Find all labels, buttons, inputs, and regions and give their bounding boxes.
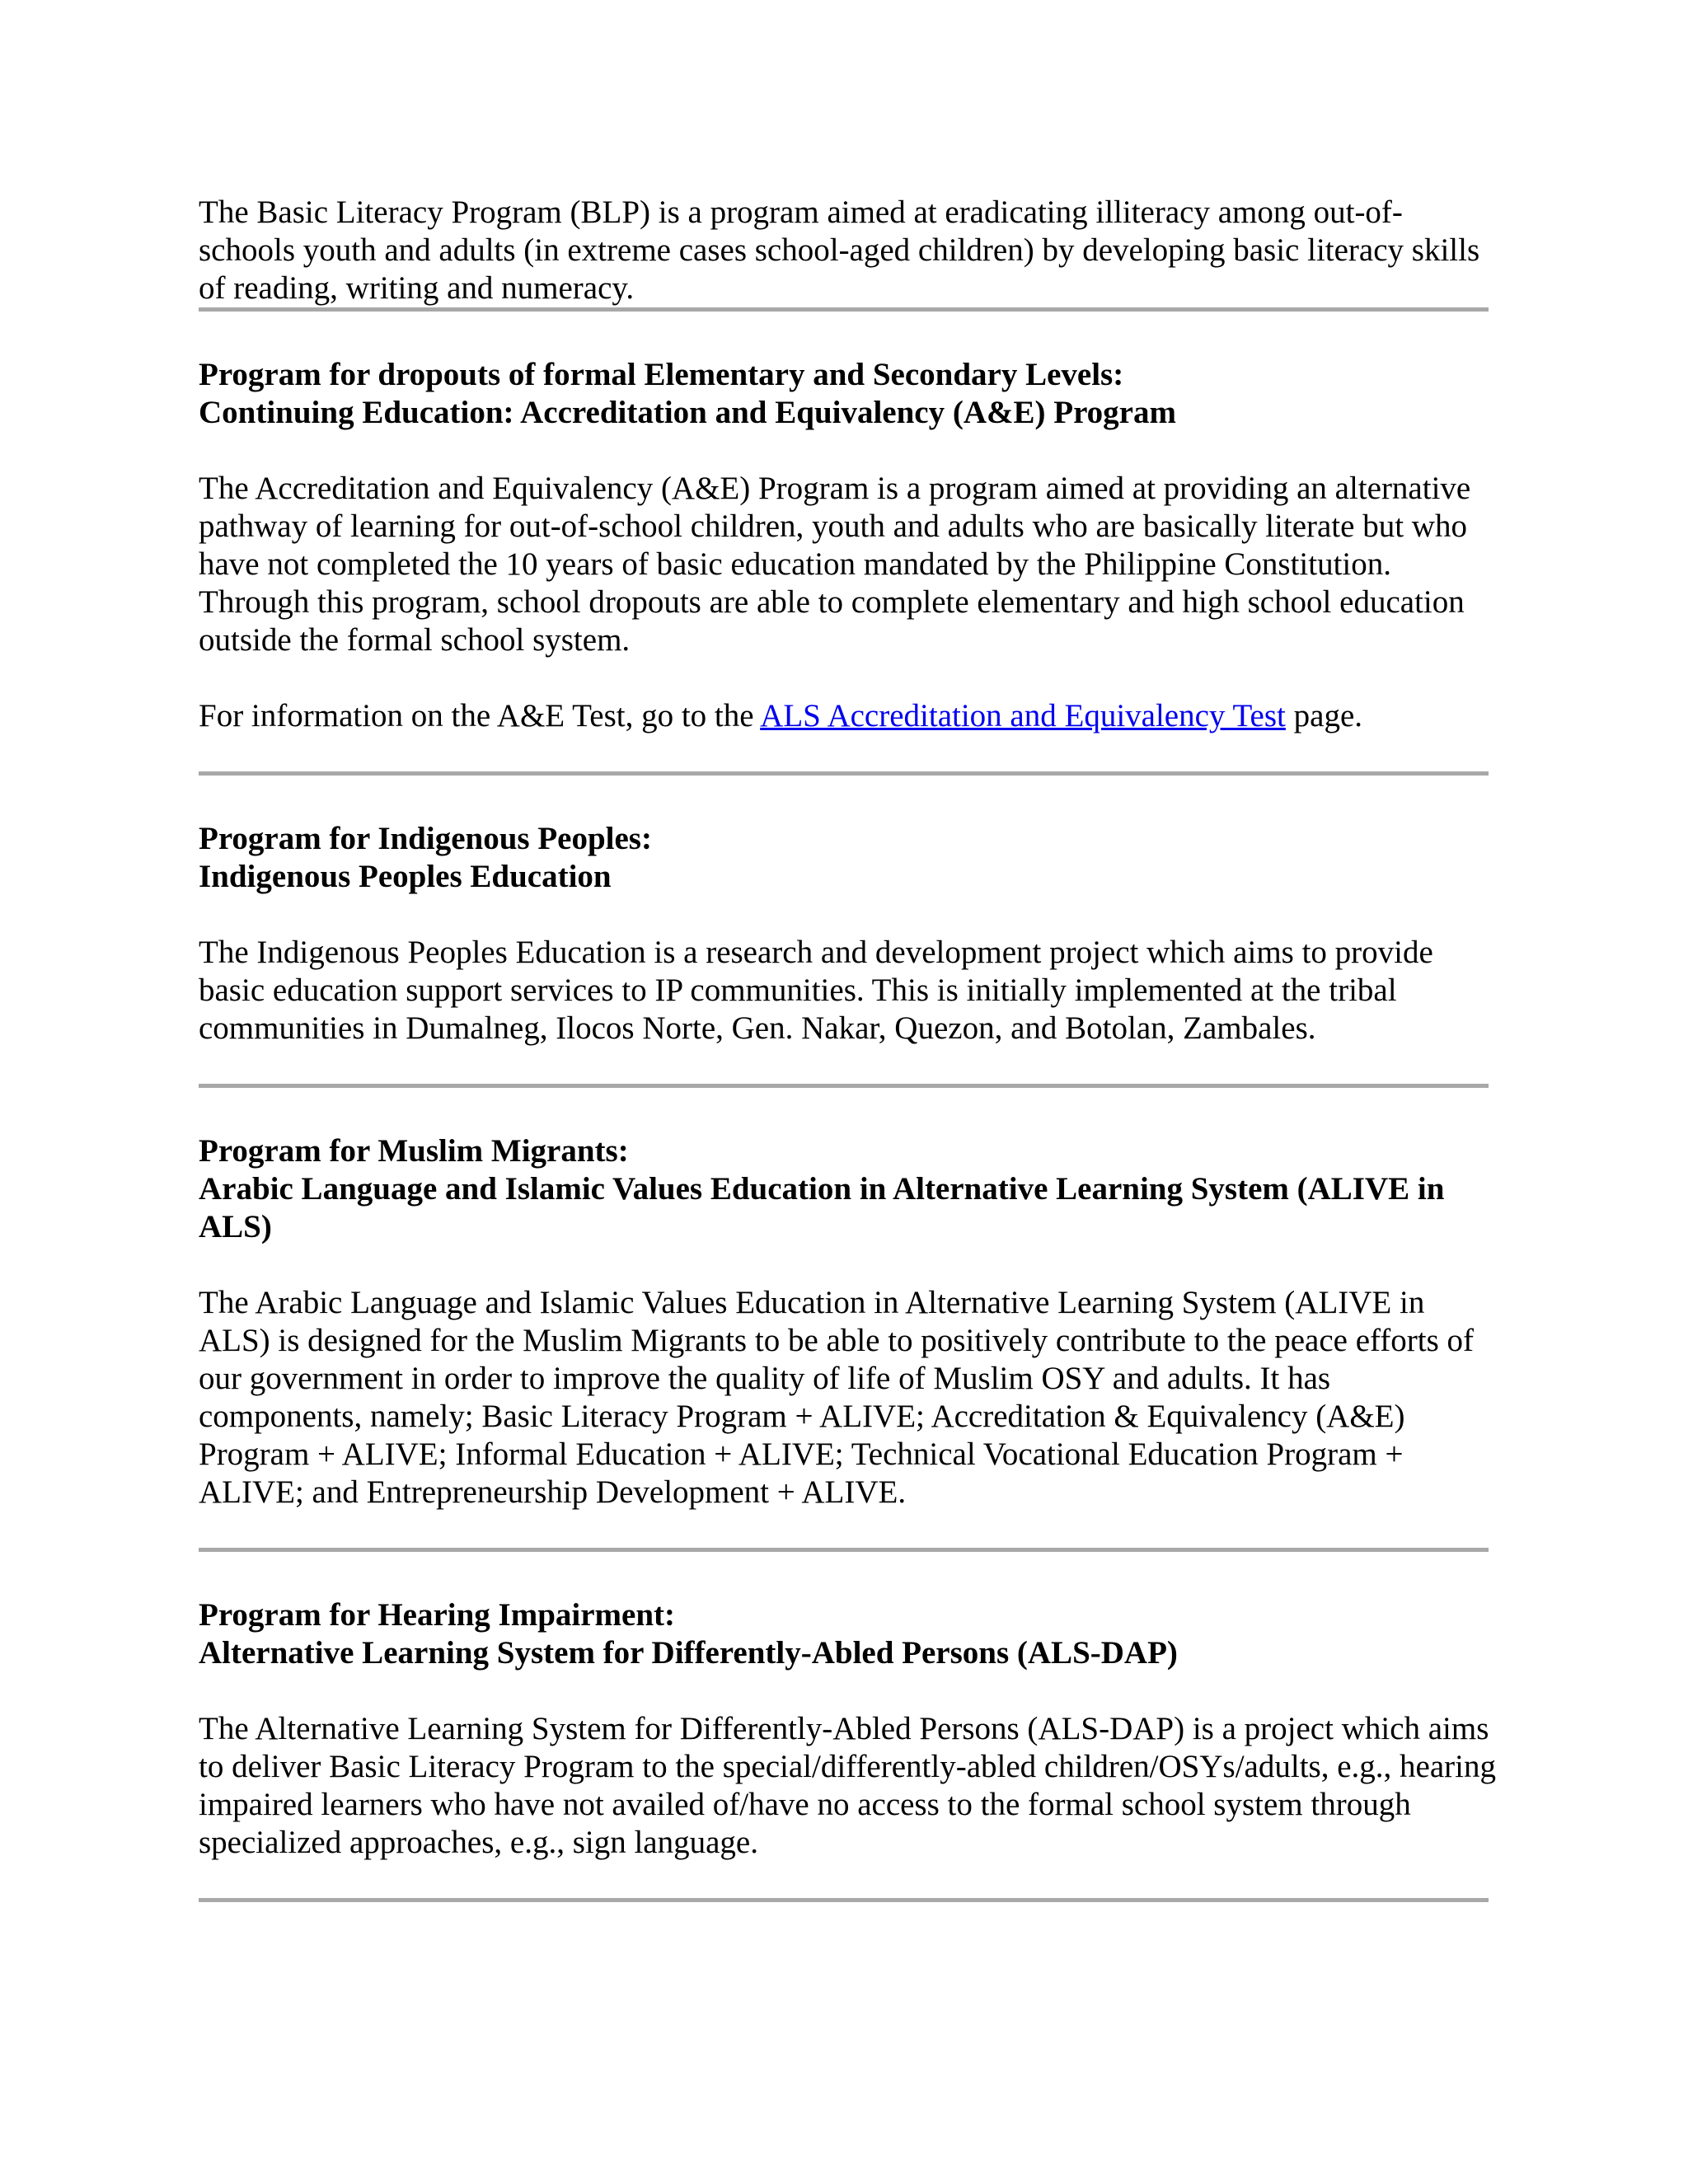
ae-test-link[interactable]: ALS Accreditation and Equivalency Test [760, 698, 1286, 733]
section-heading-line1: Program for dropouts of formal Elementary and Secondary Levels: [199, 357, 1124, 392]
section-divider [199, 1084, 1489, 1088]
ae-test-info [199, 697, 1497, 735]
section-heading-line2: Continuing Education: Accreditation and Equivalency (A&E) Program [199, 395, 1176, 430]
section-heading [199, 1596, 1497, 1672]
ae-test-info-prefix: For information on the A&E Test, go to the [199, 698, 761, 733]
section-divider [199, 1898, 1489, 1902]
section-ae-program [199, 356, 1497, 735]
section-heading-line1: Program for Muslim Migrants: [199, 1133, 629, 1169]
section-heading-line2: Alternative Learning System for Differently-Abled Persons (ALS-DAP) [199, 1635, 1178, 1671]
section-heading [199, 1132, 1497, 1246]
section-body: The Arabic Language and Islamic Values Education in Alternative Learning System (ALIVE in ALS) is designed for the Muslim Migrants to be able to positively contribute to the peace efforts of our government in order to improve the quality of life of Muslim OSY and adults. It has components, namely; Basic Literacy Program + ALIVE; Accreditation & Equivalency (A&E) Program + ALIVE; Informal Education + ALIVE; Technical Vocational Education Program + ALIVE; and Entrepreneurship Development + ALIVE. [199, 1285, 1475, 1510]
document-page [199, 194, 1497, 1902]
section-hearing-impairment [199, 1596, 1497, 1862]
section-heading [199, 356, 1497, 432]
ae-test-info-suffix: page. [1285, 698, 1363, 733]
section-heading-line2: Arabic Language and Islamic Values Education in Alternative Learning System (ALIVE in ALS) [199, 1171, 1445, 1244]
section-heading-line1: Program for Indigenous Peoples: [199, 821, 652, 856]
section-divider [199, 307, 1489, 312]
section-heading-line1: Program for Hearing Impairment: [199, 1597, 676, 1633]
section-heading [199, 820, 1497, 896]
section-heading-line2: Indigenous Peoples Education [199, 859, 612, 894]
section-indigenous-peoples [199, 820, 1497, 1047]
section-body: The Indigenous Peoples Education is a research and development project which aims to provide basic education support services to IP communities. This is initially implemented at the tribal communities in Dumalneg, Ilocos Norte, Gen. Nakar, Quezon, and Botolan, Zambales. [199, 935, 1433, 1046]
intro-paragraph: The Basic Literacy Program (BLP) is a program aimed at eradicating illiteracy among out-of-schools youth and adults (in extreme cases school-aged children) by developing basic literacy skills of reading, writing and numeracy. [199, 194, 1480, 306]
section-muslim-migrants [199, 1132, 1497, 1511]
section-divider [199, 771, 1489, 776]
section-body: The Alternative Learning System for Differently-Abled Persons (ALS-DAP) is a project which aims to deliver Basic Literacy Program to the special/differently-abled children/OSYs/adults, e.g., hearing impaired learners who have not availed of/have no access to the formal school system through specialized approaches, e.g., sign language. [199, 1711, 1496, 1860]
section-body: The Accreditation and Equivalency (A&E) Program is a program aimed at providing an alternative pathway of learning for out-of-school children, youth and adults who are basically literate but who have not completed the 10 years of basic education mandated by the Philippine Constitution. Through this program, school dropouts are able to complete elementary and high school education outside the formal school system. [199, 471, 1471, 658]
section-divider [199, 1548, 1489, 1552]
